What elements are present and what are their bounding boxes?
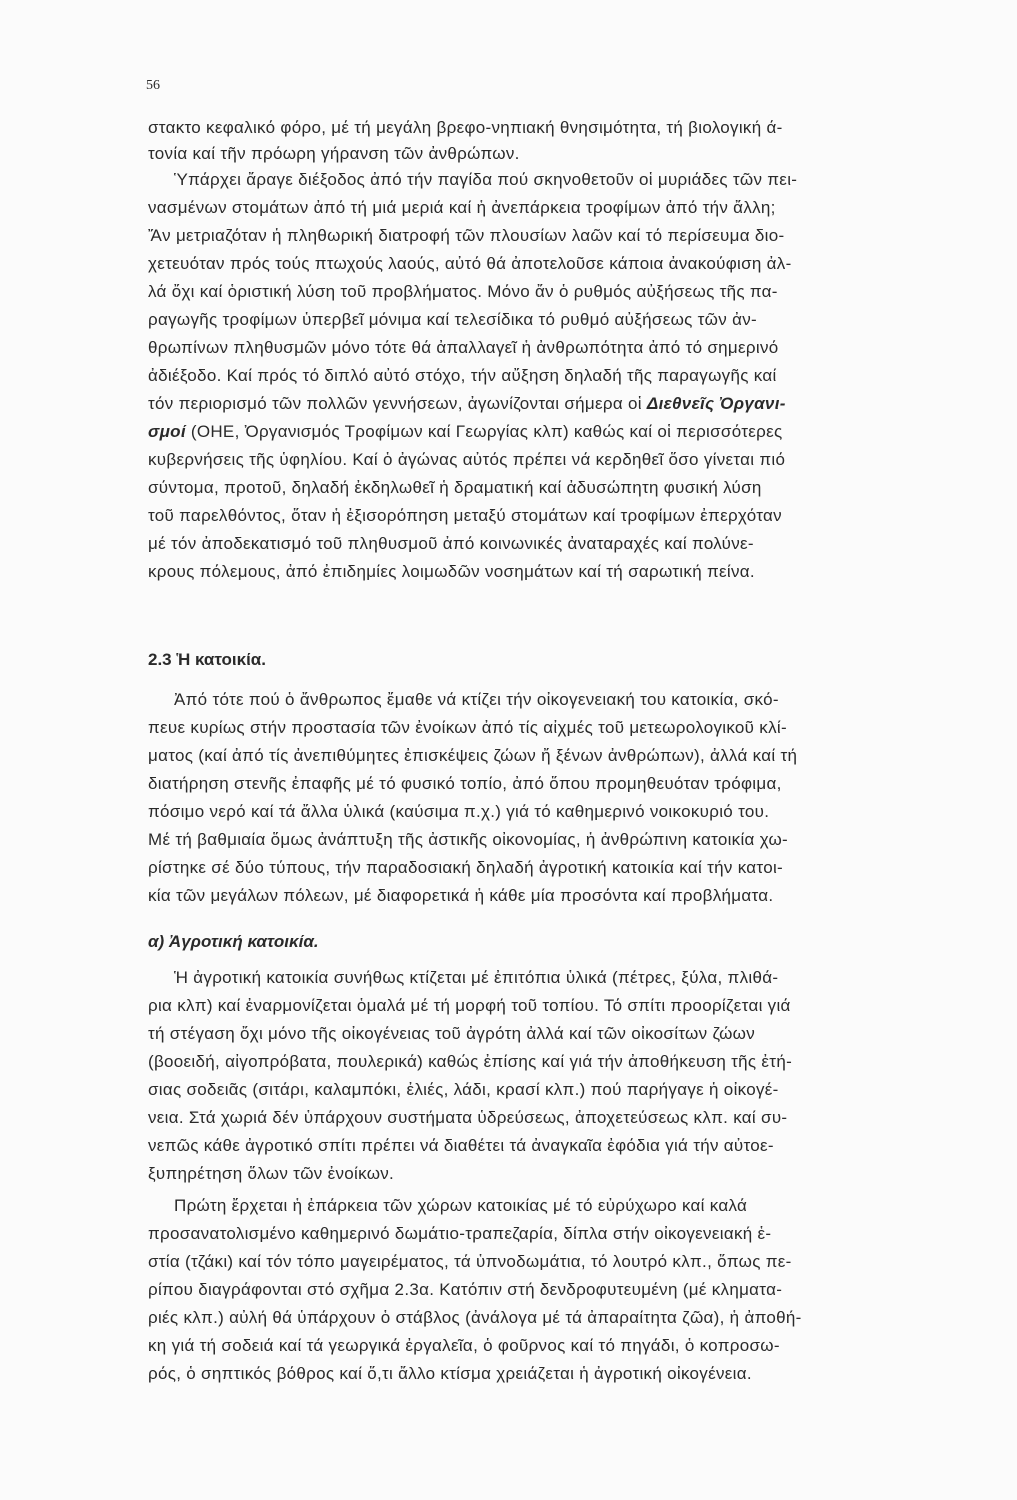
text-line — [148, 422, 782, 442]
emphasis-text: Διεθνεῖς Ὀργανι- — [646, 394, 786, 413]
text-line: νασμένων στομάτων ἀπό τή μιά μεριά καί ἡ ἀνεπάρκεια τροφίμων ἀπό τήν ἄλλη; — [148, 198, 776, 217]
text-line: θρωπίνων πληθυσμῶν μόνο τότε θά ἀπαλλαγεῖ ἡ ἀνθρωπότητα ἀπό τό σημερινό — [148, 338, 779, 357]
text-line: Ὑπάρχει ἄραγε διέξοδος ἀπό τήν παγίδα πού σκηνοθετοῦν οἱ μυριάδες τῶν πει- — [174, 170, 798, 189]
text-line: Πρώτη ἔρχεται ἡ ἐπάρκεια τῶν χώρων κατοικίας μέ τό εὐρύχωρο καί καλά — [174, 1196, 748, 1215]
text-line: σιας σοδειᾶς (σιτάρι, καλαμπόκι, ἐλιές, λάδι, κρασί κλπ.) πού παρήγαγε ἡ οἰκογέ- — [148, 1080, 779, 1099]
text-line: προσανατολισμένο καθημερινό δωμάτιο-τραπεζαρία, δίπλα στήν οἰκογενειακή ἑ- — [148, 1224, 772, 1243]
text-line: πευε κυρίως στήν προστασία τῶν ἐνοίκων ἀπό τίς αἰχμές τοῦ μετεωρολογικοῦ κλί- — [148, 718, 787, 737]
text-line: τονία καί τῆν πρόωρη γήρανση τῶν ἀνθρώπων. — [148, 144, 520, 163]
text-line: ραγωγῆς τροφίμων ὑπερβεῖ μόνιμα καί τελεσίδικα τό ρυθμό αὐξήσεως τῶν ἀν- — [148, 310, 757, 329]
text-line: ρίπου διαγράφονται στό σχῆμα 2.3α. Κατόπιν στή δενδροφυτευμένη (μέ κληματα- — [148, 1280, 783, 1299]
text-line: κία τῶν μεγάλων πόλεων, μέ διαφορετικά ἡ κάθε μία προσόντα καί προβλήματα. — [148, 886, 774, 905]
text-line: ριές κλπ.) αὐλή θά ὑπάρχουν ὁ στάβλος (ἀνάλογα μέ τά ἀπαραίτητα ζῶα), ἡ ἀποθή- — [148, 1308, 802, 1327]
text-line: πόσιμο νερό καί τά ἄλλα ὑλικά (καύσιμα π.χ.) γιά τό καθημερινό νοικοκυριό του. — [148, 802, 770, 821]
text-line: σύντομα, προτοῦ, δηλαδή ἐκδηλωθεῖ ἡ δραματική καί ἀδυσώπητη φυσική λύση — [148, 478, 762, 497]
text-line: ρός, ὁ σηπτικός βόθρος καί ὅ,τι ἄλλο κτίσμα χρειάζεται ἡ ἀγροτική οἰκογένεια. — [148, 1364, 752, 1383]
text-line: διατήρηση στενῆς ἐπαφῆς μέ τό φυσικό τοπίο, ἀπό ὅπου προμηθευόταν τρόφιμα, — [148, 774, 782, 793]
text-line: Μέ τή βαθμιαία ὅμως ἀνάπτυξη τῆς ἀστικῆς οἰκονομίας, ἡ ἀνθρώπινη κατοικία χω- — [148, 830, 789, 849]
emphasis-text: σμοί — [148, 422, 186, 441]
text-line: ρια κλπ) καί ἐναρμονίζεται ὁμαλά μέ τή μορφή τοῦ τοπίου. Τό σπίτι προορίζεται γιά — [148, 996, 791, 1015]
text-line: (βοοειδή, αἰγοπρόβατα, πουλερικά) καθώς ἐπίσης καί γιά τήν ἀποθήκευση τῆς ἐτή- — [148, 1052, 793, 1071]
subsection-heading: α) Ἀγροτική κατοικία. — [148, 932, 319, 951]
text-line: μέ τόν ἀποδεκατισμό τοῦ πληθυσμοῦ ἀπό κοινωνικές ἀναταραχές καί πολύνε- — [148, 534, 754, 553]
text-line: ματος (καί ἀπό τίς ἀνεπιθύμητες ἐπισκέψεις ζώων ἤ ξένων ἀνθρώπων), ἀλλά καί τή — [148, 746, 798, 765]
text-line: ἀδιέξοδο. Καί πρός τό διπλό αὐτό στόχο, τήν αὔξηση δηλαδή τῆς παραγωγῆς καί — [148, 366, 777, 385]
page-number: 56 — [146, 78, 160, 93]
text-line: ξυπηρέτηση ὅλων τῶν ἐνοίκων. — [148, 1164, 395, 1183]
section-heading: 2.3 Ἡ κατοικία. — [148, 650, 266, 669]
text-line: ρίστηκε σέ δύο τύπους, τήν παραδοσιακή δηλαδή ἀγροτική κατοικία καί τήν κατοι- — [148, 858, 784, 877]
text-line — [148, 394, 786, 414]
text-line: Ἡ ἀγροτική κατοικία συνήθως κτίζεται μέ ἐπιτόπια ὑλικά (πέτρες, ξύλα, πλιθά- — [174, 968, 779, 987]
text-segment: (ΟΗΕ, Ὀργανισμός Τροφίμων καί Γεωργίας κλπ) καθώς καί οἱ περισσότερες — [185, 422, 783, 441]
text-line: στία (τζάκι) καί τόν τόπο μαγειρέματος, τά ὑπνοδωμάτια, τό λουτρό κλπ., ὅπως πε- — [148, 1252, 792, 1271]
text-segment: τόν περιορισμό τῶν πολλῶν γεννήσεων, ἀγωνίζονται σήμερα οἱ — [148, 394, 647, 413]
text-line: νεια. Στά χωριά δέν ὑπάρχουν συστήματα ὑδρεύσεως, ἀποχετεύσεως κλπ. καί συ- — [148, 1108, 788, 1127]
text-line: κρους πόλεμους, ἀπό ἐπιδημίες λοιμωδῶν νοσημάτων καί τή σαρωτική πείνα. — [148, 562, 755, 581]
text-line: τοῦ παρελθόντος, ὅταν ἡ ἐξισορόπηση μεταξύ στομάτων καί τροφίμων ἐπερχόταν — [148, 506, 782, 525]
text-line: στακτο κεφαλικό φόρο, μέ τή μεγάλη βρεφο-νηπιακή θνησιμότητα, τή βιολογική ά- — [148, 118, 783, 137]
text-line: νεπῶς κάθε ἀγροτικό σπίτι πρέπει νά διαθέτει τά ἀναγκαῖα ἐφόδια γιά τήν αὐτοε- — [148, 1136, 774, 1155]
text-line: τή στέγαση ὄχι μόνο τῆς οἰκογένειας τοῦ ἀγρότη ἀλλά καί τῶν οἰκοσίτων ζώων — [148, 1024, 756, 1043]
text-line: Ἀπό τότε πού ὁ ἄνθρωπος ἔμαθε νά κτίζει τήν οἰκογενειακή του κατοικία, σκό- — [174, 690, 779, 709]
text-line: κυβερνήσεις τῆς ὑφηλίου. Καί ὁ ἀγώνας αὐτός πρέπει νά κερδηθεῖ ὅσο γίνεται πιό — [148, 450, 786, 469]
text-line: χετευόταν πρός τούς πτωχούς λαούς, αὐτό θά ἀποτελοῦσε κάποια ἀνακούφιση ἀλ- — [148, 254, 792, 273]
text-line: Ἄν μετριαζόταν ἡ πληθωρική διατροφή τῶν πλουσίων λαῶν καί τό περίσευμα διο- — [148, 226, 785, 245]
text-line: λά ὄχι καί ὁριστική λύση τοῦ προβλήματος. Μόνο ἄν ὁ ρυθμός αὐξήσεως τῆς πα- — [148, 282, 778, 301]
text-line: κη γιά τή σοδειά καί τά γεωργικά ἐργαλεῖα, ὁ φοῦρνος καί τό πηγάδι, ὁ κοπροσω- — [148, 1336, 780, 1355]
